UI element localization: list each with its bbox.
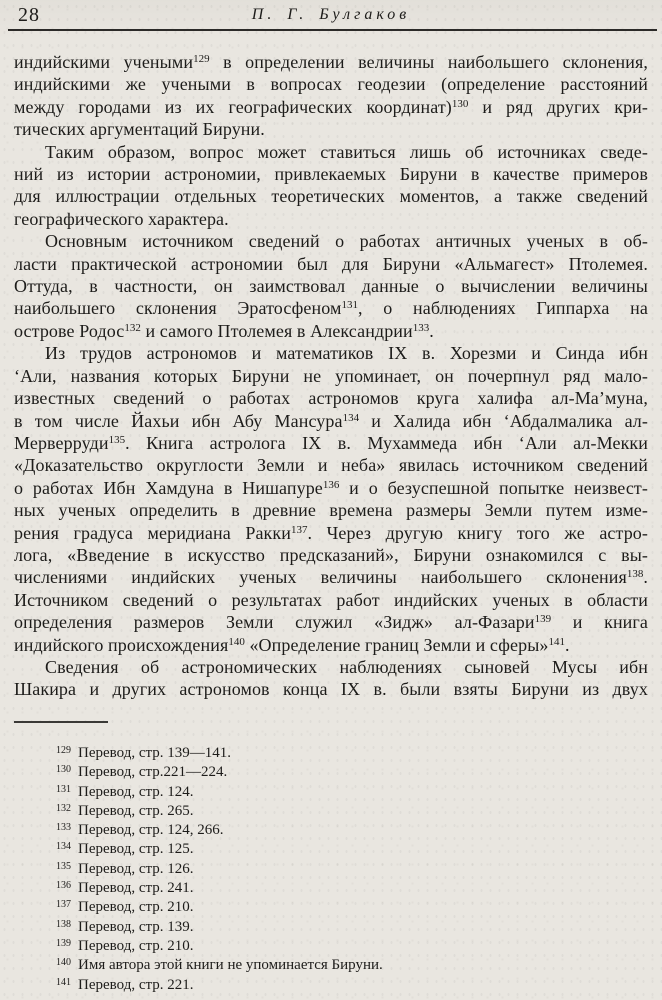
body-text: [14, 51, 648, 701]
footnote-item: [14, 802, 648, 821]
footnote-item: [14, 956, 648, 975]
page-number: 28: [18, 4, 40, 26]
footnote-item: [14, 898, 648, 917]
footnote-number: 139: [56, 937, 71, 949]
footnote-text: Перевод, стр. 265.: [78, 802, 194, 819]
footnote-item: [14, 879, 648, 898]
footnote-text: Перевод, стр. 210.: [78, 899, 194, 916]
footnote-ref: 138: [626, 568, 644, 581]
text-line: о работах Ибн Хамдуна в Нишапуре$^{136}$ и о безуспешной попытке неизвест-: [14, 477, 648, 498]
text-line: Шакира и других астрономов конца IX в. были взяты Бируни из двух: [14, 679, 648, 700]
footnote-text: Имя автора этой книги не упоминается Бируни.: [78, 957, 383, 974]
footnote-ref: 140: [228, 635, 245, 648]
text-line: Таким образом, вопрос может ставиться лишь об источниках сведе-: [45, 141, 648, 162]
text-line: известных сведений о работах астрономов круга халифа ал-Ма’муна,: [14, 388, 648, 409]
footnote-ref: 139: [534, 613, 552, 626]
footnote-ref: 132: [124, 321, 141, 334]
running-title: П. Г. Булгаков: [251, 6, 411, 23]
paragraph: [14, 656, 648, 701]
footnote-number: 136: [56, 880, 71, 892]
text-line: индийского происхождения$^{140}$ «Определение границ Земли и сферы»$^{141}$.: [14, 634, 570, 655]
text-line: числениями индийских ученых величины наибольшего склонения$^{138}$.: [14, 567, 648, 588]
paragraph: [14, 230, 648, 342]
footnote-number: 140: [56, 957, 71, 969]
text-line: наибольшего склонения Эратосфеном$^{131}$, о наблюдениях Гиппарха на: [14, 298, 648, 319]
text-line: индийскими же учеными в вопросах геодезии (определение расстояний: [14, 74, 648, 95]
footnote-ref: 135: [108, 433, 126, 446]
text-line: лога, «Введение в искусство предсказаний», Бируни ознакомился с вы-: [14, 544, 648, 565]
footnote-separator: [14, 721, 108, 723]
footnote-text: Перевод, стр. 241.: [78, 880, 194, 897]
paragraph: [14, 342, 648, 656]
text-line: ласти практической астрономии был для Бируни «Альмагест» Птолемея.: [14, 253, 648, 274]
paragraph: [14, 51, 648, 141]
footnote-item: [14, 860, 648, 879]
text-line: Источником сведений о результатах работ индийских ученых в области: [14, 589, 648, 610]
text-line: ных ученых определить в древние времена размеры Земли путем изме-: [14, 500, 648, 521]
footnote-item: [14, 821, 648, 840]
footnote-item: [14, 744, 648, 763]
paragraph: [14, 141, 648, 231]
footnote-text: Перевод, стр. 124, 266.: [78, 822, 224, 839]
footnote-item: [14, 918, 648, 937]
footnote-number: 133: [56, 822, 71, 834]
text-line: ний из истории астрономии, привлекаемых Бируни в качестве примеров: [14, 164, 648, 185]
footnote-number: 132: [56, 802, 71, 814]
footnote-number: 134: [56, 841, 71, 853]
footnotes: [14, 744, 648, 995]
footnote-ref: 133: [412, 321, 430, 334]
footnote-text: Перевод, стр. 139—141.: [78, 745, 231, 761]
text-line: Сведения об астрономических наблюдениях сыновей Мусы ибн: [45, 656, 648, 677]
text-line: для иллюстрации отдельных теоретических моментов, а также сведений: [14, 186, 648, 207]
footnote-ref: 137: [290, 523, 308, 536]
running-head: [0, 0, 662, 34]
text-line: в том числе Йахьи ибн Абу Мансура$^{134}$ и Халида ибн ‘Абдалмалика ал-: [14, 410, 648, 431]
footnote-text: Перевод, стр. 210.: [78, 937, 194, 954]
footnote-ref: 129: [193, 53, 210, 65]
footnote-ref: 136: [322, 478, 340, 491]
footnote-item: [14, 840, 648, 859]
footnote-number: 129: [56, 745, 71, 756]
footnote-number: 130: [56, 764, 71, 776]
text-line: тических аргументаций Бируни.: [14, 119, 265, 140]
footnote-text: Перевод, стр. 221.: [78, 976, 194, 993]
text-line: определения размеров Земли служил «Зидж» ал-Фазари$^{139}$ и книга: [14, 612, 648, 633]
footnote-ref: 130: [451, 97, 469, 110]
header-rule: [8, 29, 657, 31]
text-line: ‘Али, названия которых Бируни не упоминает, он почерпнул ряд мало-: [14, 365, 648, 386]
footnote-text: Перевод, стр.221—224.: [78, 764, 228, 781]
footnote-text: Перевод, стр. 124.: [78, 783, 194, 800]
text-line: индийскими учеными$^{129}$ в определении величины наибольшего склонения,: [14, 52, 648, 72]
footnote-number: 135: [56, 860, 71, 872]
footnote-number: 137: [56, 899, 71, 911]
text-line: Мерверруди$^{135}$. Книга астролога IX в. Мухаммеда ибн ‘Али ал-Мекки: [14, 432, 648, 453]
footnote-text: Перевод, стр. 125.: [78, 841, 194, 858]
text-line: между городами из их географических координат)$^{130}$ и ряд других кри-: [14, 96, 648, 117]
footnote-text: Перевод, стр. 126.: [78, 860, 194, 877]
footnote-number: 131: [56, 783, 71, 795]
footnote-text: Перевод, стр. 139.: [78, 918, 194, 935]
footnote-item: [14, 976, 648, 995]
footnote-ref: 131: [341, 299, 358, 312]
footnote-ref: 141: [548, 635, 565, 648]
text-line: «Доказательство округлости Земли и неба» явилась источником сведений: [14, 455, 648, 476]
footnote-number: 138: [56, 918, 71, 930]
footnote-ref: 134: [342, 411, 360, 424]
text-line: острове Родос$^{132}$ и самого Птолемея в Александрии$^{133}$.: [14, 320, 434, 341]
footnote-item: [14, 937, 648, 956]
text-line: рения градуса меридиана Ракки$^{137}$. Через другую книгу того же астро-: [14, 522, 648, 543]
text-line: Оттуда, в частности, он заимствовал данные о вычислении величины: [14, 276, 648, 297]
footnote-number: 141: [56, 976, 71, 988]
text-line: Из трудов астрономов и математиков IX в. Хорезми и Синда ибн: [45, 343, 648, 364]
text-line: Основным источником сведений о работах античных ученых в об-: [45, 231, 648, 252]
footnote-item: [14, 783, 648, 802]
text-line: географического характера.: [14, 208, 229, 229]
footnote-item: [14, 763, 648, 782]
